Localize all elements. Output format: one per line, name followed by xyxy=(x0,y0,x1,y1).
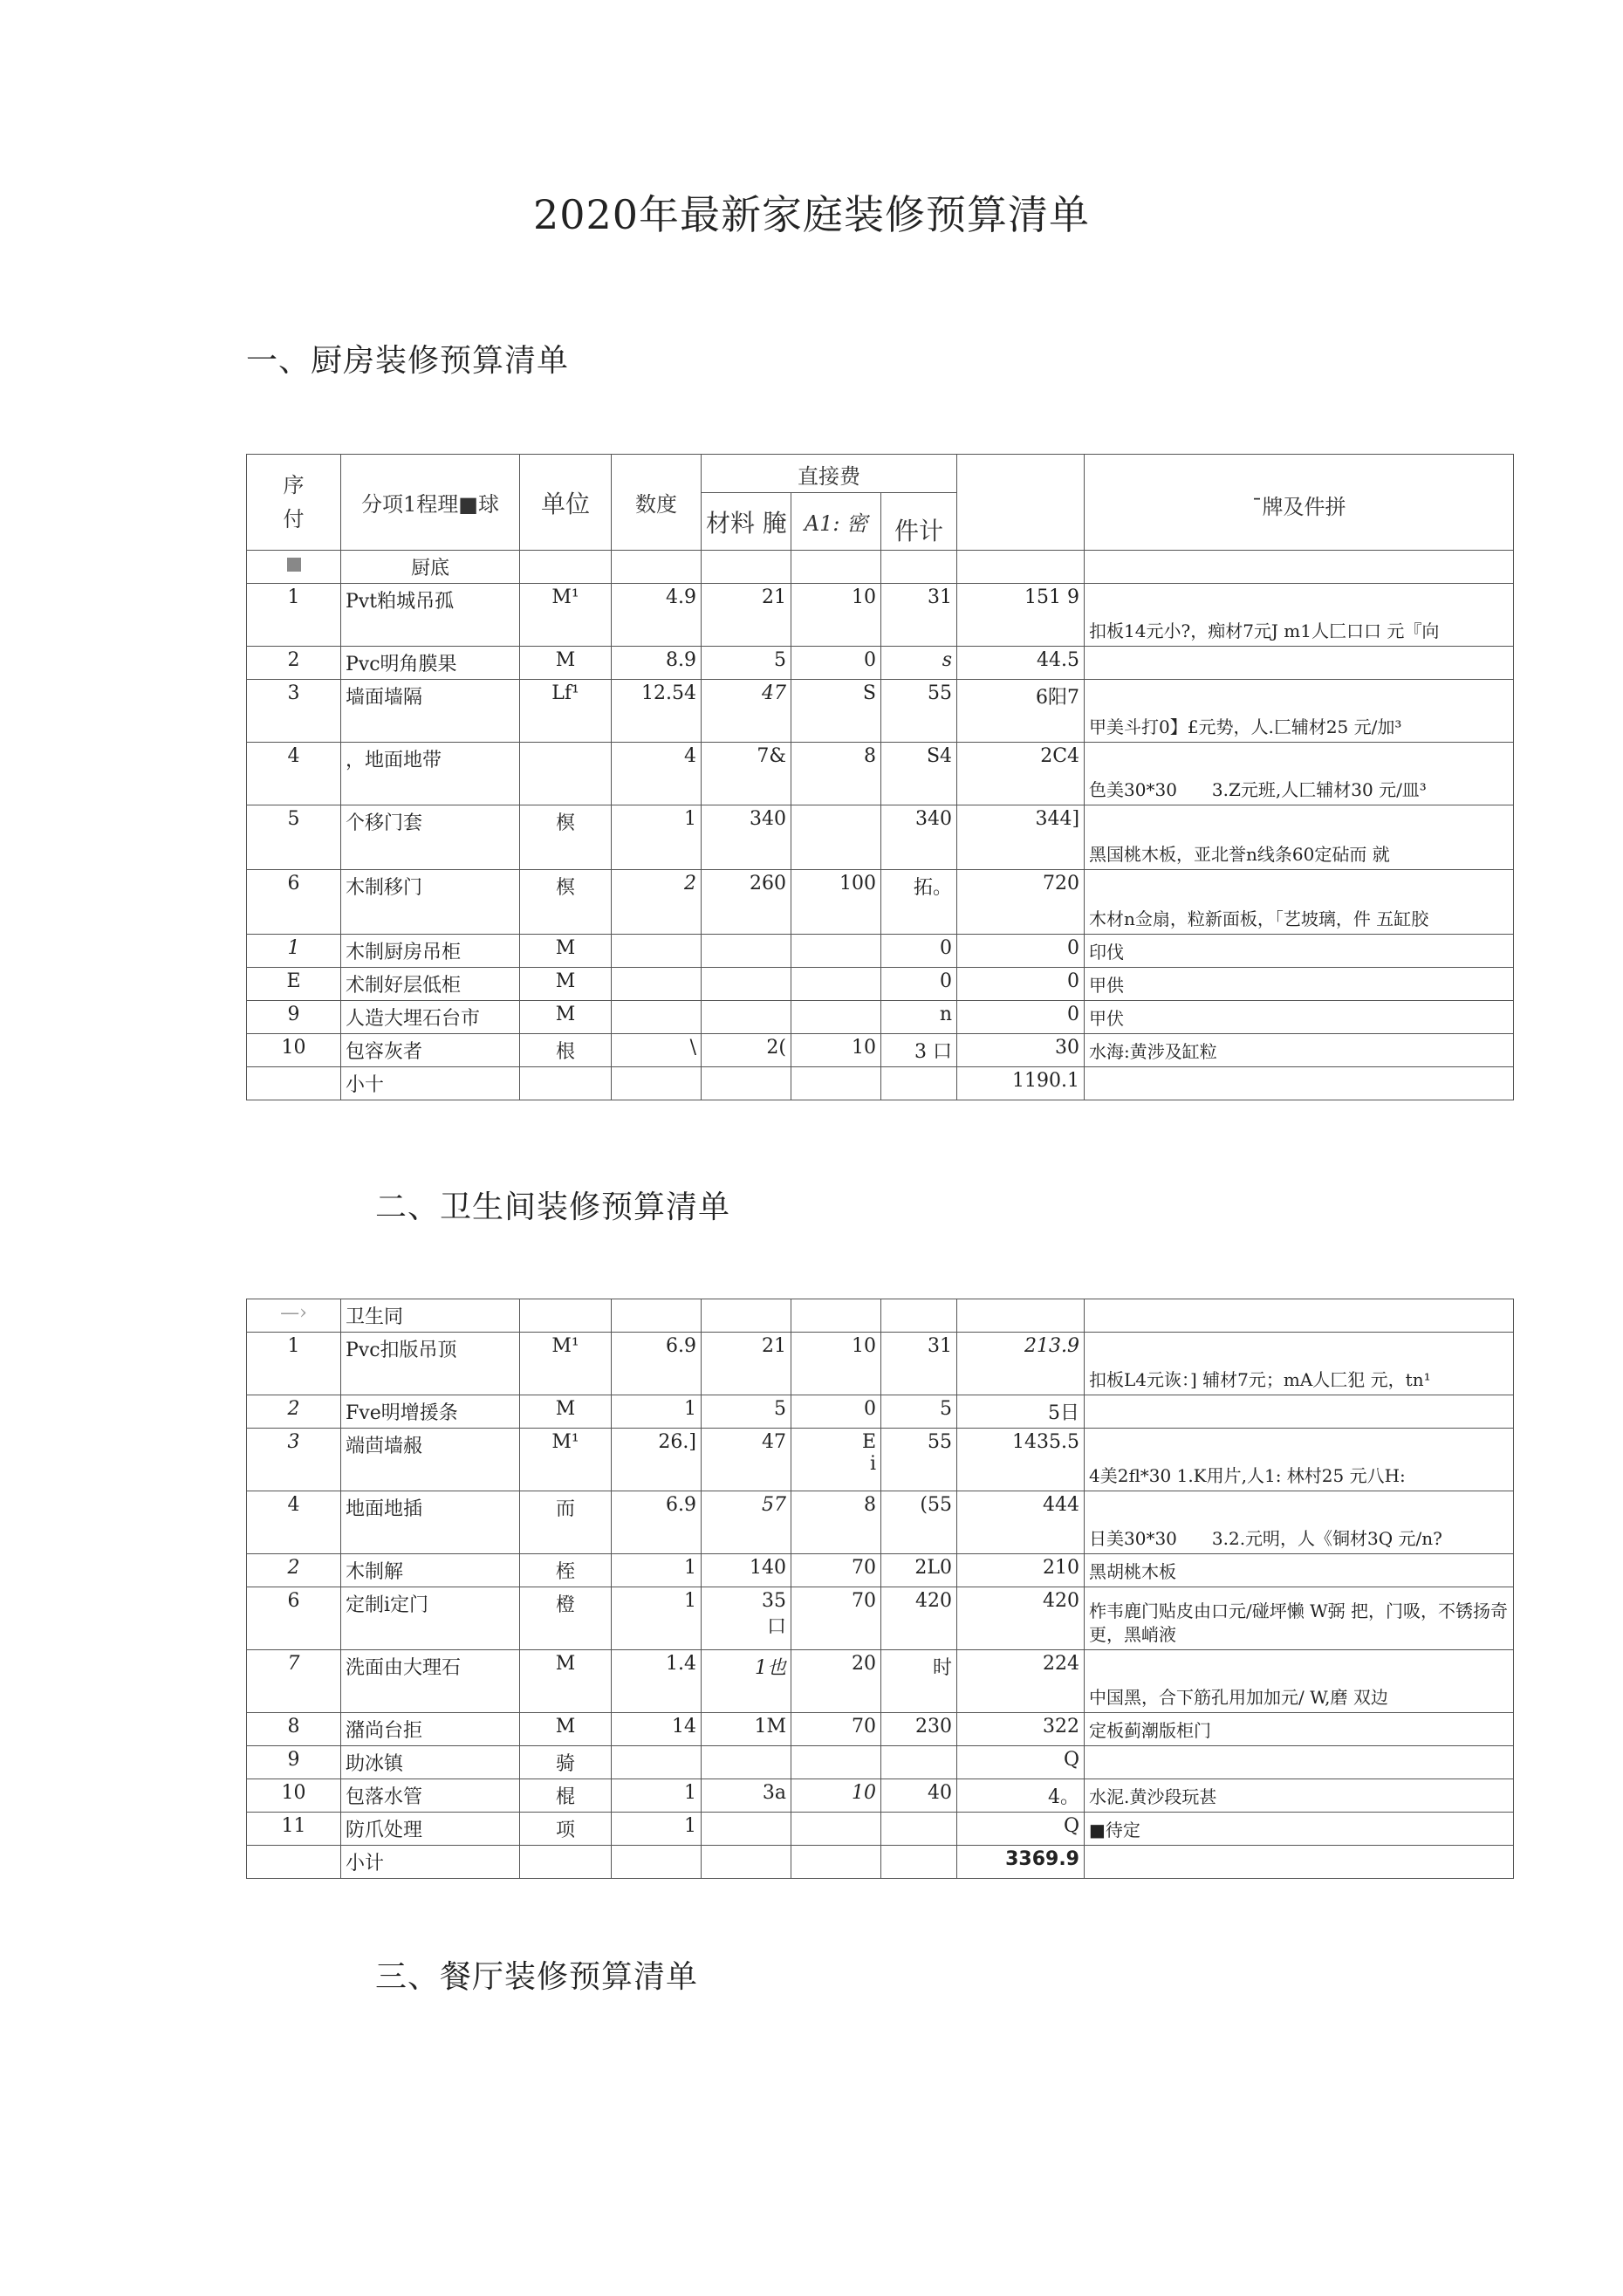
row-total: Q xyxy=(957,1746,1085,1779)
subtotal-row xyxy=(247,1846,1514,1879)
row-total: 2C4 xyxy=(957,743,1085,805)
group-label: 卫生同 xyxy=(341,1299,520,1333)
row-qty: 1 xyxy=(612,1813,702,1846)
row-subtotal: 31 xyxy=(881,1333,957,1395)
row-material: 260 xyxy=(702,870,791,935)
row-material: 5 xyxy=(702,647,791,680)
row-total: 151 9 xyxy=(957,584,1085,647)
row-qty: 1.4 xyxy=(612,1650,702,1713)
row-unit: 骑 xyxy=(520,1746,612,1779)
row-item: 木制移门 xyxy=(341,870,520,935)
row-seq: 4 xyxy=(247,1491,341,1554)
subtotal-row xyxy=(247,1067,1514,1100)
row-total: 44.5 xyxy=(957,647,1085,680)
row-remark: 木材n佥扇，粒新面板，「艺坡璃，件 五缸胶 xyxy=(1085,870,1514,935)
row-seq: 2 xyxy=(247,1554,341,1587)
table-row xyxy=(247,1779,1514,1813)
row-remark: ■待定 xyxy=(1085,1813,1514,1846)
group-marker xyxy=(247,551,341,584)
row-seq: 6 xyxy=(247,1587,341,1650)
row-unit: Lf¹ xyxy=(520,680,612,743)
row-qty: 1 xyxy=(612,1554,702,1587)
row-remark xyxy=(1085,1395,1514,1429)
row-qty: 6.9 xyxy=(612,1491,702,1554)
row-subtotal: 55 xyxy=(881,680,957,743)
row-seq: 9 xyxy=(247,1001,341,1034)
row-total: 210 xyxy=(957,1554,1085,1587)
row-labor: 8 xyxy=(791,743,881,805)
row-seq: 9 xyxy=(247,1746,341,1779)
subtotal-value: 3369.9 xyxy=(957,1846,1085,1879)
dining-section-heading: 三、餐厅装修预算清单 xyxy=(375,1959,699,1995)
row-remark xyxy=(1085,1746,1514,1779)
row-qty: 1 xyxy=(612,1395,702,1429)
row-item: 定制i定门 xyxy=(341,1587,520,1650)
row-subtotal: 55 xyxy=(881,1429,957,1491)
row-subtotal: 0 xyxy=(881,968,957,1001)
row-seq: 2 xyxy=(247,1395,341,1429)
row-seq: 1 xyxy=(247,1333,341,1395)
row-seq: 7 xyxy=(247,1650,341,1713)
table-row xyxy=(247,647,1514,680)
table-row xyxy=(247,1333,1514,1395)
row-remark: 甲伏 xyxy=(1085,1001,1514,1034)
row-subtotal: 340 xyxy=(881,805,957,870)
row-remark: 定板蓟潮版柜门 xyxy=(1085,1713,1514,1746)
row-seq: 1 xyxy=(247,935,341,968)
row-unit: 棍 xyxy=(520,1779,612,1813)
row-material: 47 xyxy=(702,1429,791,1491)
row-seq: 2 xyxy=(247,647,341,680)
row-remark: 扣板L4元诙：] 辅材7元；mA人匚犯 元，tn¹ xyxy=(1085,1333,1514,1395)
table-row xyxy=(247,968,1514,1001)
row-remark: 扣板14元小?，痴材7元J m1人匚口口 元『向 xyxy=(1085,584,1514,647)
row-seq: 6 xyxy=(247,870,341,935)
row-unit: M xyxy=(520,935,612,968)
row-subtotal: 230 xyxy=(881,1713,957,1746)
row-unit: M xyxy=(520,1650,612,1713)
row-seq: 1 xyxy=(247,584,341,647)
table-row xyxy=(247,1813,1514,1846)
row-total: 1435.5 xyxy=(957,1429,1085,1491)
row-item: 术制好层低柜 xyxy=(341,968,520,1001)
row-total: 344] xyxy=(957,805,1085,870)
table-row xyxy=(247,870,1514,935)
row-item: 包容灰者 xyxy=(341,1034,520,1067)
group-label: 厨底 xyxy=(341,551,520,584)
row-remark: 4美2fl*30 1.K用片,人1: 林村25 元八H: xyxy=(1085,1429,1514,1491)
row-remark: 甲美斗打0】£元势，人.匚辅材25 元/加³ xyxy=(1085,680,1514,743)
group-marker: —› xyxy=(247,1299,341,1333)
row-qty xyxy=(612,935,702,968)
kitchen-section-heading: 一、厨房装修预算清单 xyxy=(246,343,570,379)
bathroom-section-heading: 二、卫生间装修预算清单 xyxy=(375,1189,731,1225)
row-unit: M xyxy=(520,1395,612,1429)
row-labor xyxy=(791,805,881,870)
row-labor: S xyxy=(791,680,881,743)
row-subtotal: 420 xyxy=(881,1587,957,1650)
row-unit: M¹ xyxy=(520,584,612,647)
row-unit: 项 xyxy=(520,1813,612,1846)
row-subtotal: 31 xyxy=(881,584,957,647)
row-total: 6阳7 xyxy=(957,680,1085,743)
row-unit: M xyxy=(520,1713,612,1746)
row-seq: E xyxy=(247,968,341,1001)
row-material: 3a xyxy=(702,1779,791,1813)
row-qty: 1 xyxy=(612,1587,702,1650)
header-labor: A1: 密 xyxy=(791,493,881,551)
row-material xyxy=(702,935,791,968)
header-subtotal: 件计 xyxy=(881,493,957,551)
row-material: 1M xyxy=(702,1713,791,1746)
row-unit: M xyxy=(520,1001,612,1034)
row-item: 端茴墙赧 xyxy=(341,1429,520,1491)
row-material: 57 xyxy=(702,1491,791,1554)
row-item: Pvc明角膜果 xyxy=(341,647,520,680)
row-subtotal: 拓。 xyxy=(881,870,957,935)
row-item: 地面地插 xyxy=(341,1491,520,1554)
header-remark: ˉ牌及件拼 xyxy=(1085,455,1514,551)
row-total: 5日 xyxy=(957,1395,1085,1429)
row-subtotal: 40 xyxy=(881,1779,957,1813)
row-labor: 10 xyxy=(791,1779,881,1813)
row-material: 35 口 xyxy=(702,1587,791,1650)
kitchen-budget-table xyxy=(246,454,1514,1100)
row-total: 322 xyxy=(957,1713,1085,1746)
row-item: 潴尚台拒 xyxy=(341,1713,520,1746)
row-item: Pvt粕城吊孤 xyxy=(341,584,520,647)
row-total: 0 xyxy=(957,935,1085,968)
row-remark xyxy=(1085,647,1514,680)
row-qty: 12.54 xyxy=(612,680,702,743)
row-remark: 色美30*30 3.Z元班,人匚辅材30 元/皿³ xyxy=(1085,743,1514,805)
row-material: 21 xyxy=(702,1333,791,1395)
row-remark: 柞韦鹿门贴皮由口元/碰坪懒 W弼 把，门吸，不锈扬奇更，黑峭液 xyxy=(1085,1587,1514,1650)
row-item: 助冰镇 xyxy=(341,1746,520,1779)
row-seq: 10 xyxy=(247,1779,341,1813)
row-qty: 26.] xyxy=(612,1429,702,1491)
row-remark: 水海:黄涉及缸粒 xyxy=(1085,1034,1514,1067)
row-item: 个移门套 xyxy=(341,805,520,870)
subtotal-label: 小计 xyxy=(341,1846,520,1879)
row-labor xyxy=(791,1813,881,1846)
row-labor: 10 xyxy=(791,1333,881,1395)
row-material: 47 xyxy=(702,680,791,743)
row-seq: 3 xyxy=(247,680,341,743)
row-item: 木制解 xyxy=(341,1554,520,1587)
table-row xyxy=(247,1713,1514,1746)
row-material xyxy=(702,1813,791,1846)
row-labor: 10 xyxy=(791,584,881,647)
row-subtotal: S4 xyxy=(881,743,957,805)
row-qty xyxy=(612,968,702,1001)
row-material xyxy=(702,1001,791,1034)
row-qty: \ xyxy=(612,1034,702,1067)
row-seq: 3 xyxy=(247,1429,341,1491)
row-total: 0 xyxy=(957,968,1085,1001)
row-remark: 黑胡桃木板 xyxy=(1085,1554,1514,1587)
row-remark: 印伐 xyxy=(1085,935,1514,968)
row-item: 洗面由大理石 xyxy=(341,1650,520,1713)
row-unit: M xyxy=(520,968,612,1001)
row-unit: 榠 xyxy=(520,870,612,935)
row-qty: 2 xyxy=(612,870,702,935)
row-total: 720 xyxy=(957,870,1085,935)
row-labor: E i xyxy=(791,1429,881,1491)
row-qty: 6.9 xyxy=(612,1333,702,1395)
row-unit: 榠 xyxy=(520,805,612,870)
document-title: 2020年最新家庭装修预算清单 xyxy=(532,191,1091,238)
row-seq: 5 xyxy=(247,805,341,870)
table-row xyxy=(247,743,1514,805)
row-subtotal: n xyxy=(881,1001,957,1034)
row-remark: 甲供 xyxy=(1085,968,1514,1001)
row-labor xyxy=(791,1001,881,1034)
table-row xyxy=(247,1429,1514,1491)
row-qty: 1 xyxy=(612,1779,702,1813)
row-labor: 8 xyxy=(791,1491,881,1554)
row-labor xyxy=(791,968,881,1001)
header-qty: 数度 xyxy=(612,455,702,551)
row-seq: 8 xyxy=(247,1713,341,1746)
row-subtotal: 5 xyxy=(881,1395,957,1429)
table-row xyxy=(247,1001,1514,1034)
table-row xyxy=(247,805,1514,870)
row-subtotal xyxy=(881,1813,957,1846)
row-seq: 4 xyxy=(247,743,341,805)
header-unit: 单位 xyxy=(520,455,612,551)
row-subtotal: 0 xyxy=(881,935,957,968)
row-total: 4。 xyxy=(957,1779,1085,1813)
subtotal-label: 小十 xyxy=(341,1067,520,1100)
row-item: 防爪处理 xyxy=(341,1813,520,1846)
row-unit: 桎 xyxy=(520,1554,612,1587)
row-material xyxy=(702,968,791,1001)
row-labor: 20 xyxy=(791,1650,881,1713)
row-material: 2( xyxy=(702,1034,791,1067)
table-row xyxy=(247,1491,1514,1554)
subtotal-value: 1190.1 xyxy=(957,1067,1085,1100)
row-item: 人造大埋石台市 xyxy=(341,1001,520,1034)
row-subtotal: 时 xyxy=(881,1650,957,1713)
row-material: 21 xyxy=(702,584,791,647)
header-total xyxy=(957,455,1085,551)
row-item: ，地面地带 xyxy=(341,743,520,805)
row-labor: 0 xyxy=(791,1395,881,1429)
table-row xyxy=(247,1034,1514,1067)
row-unit: M xyxy=(520,647,612,680)
row-labor xyxy=(791,935,881,968)
row-qty: 1 xyxy=(612,805,702,870)
row-subtotal: 3 口 xyxy=(881,1034,957,1067)
row-total: 0 xyxy=(957,1001,1085,1034)
table-row xyxy=(247,1746,1514,1779)
row-seq: 10 xyxy=(247,1034,341,1067)
table-row xyxy=(247,1554,1514,1587)
row-labor xyxy=(791,1746,881,1779)
row-qty: 14 xyxy=(612,1713,702,1746)
row-unit: M¹ xyxy=(520,1333,612,1395)
row-qty xyxy=(612,1001,702,1034)
row-qty xyxy=(612,1746,702,1779)
header-seq: 序 付 xyxy=(247,455,341,551)
row-material: 140 xyxy=(702,1554,791,1587)
row-subtotal: s xyxy=(881,647,957,680)
row-total: 213.9 xyxy=(957,1333,1085,1395)
row-unit: 根 xyxy=(520,1034,612,1067)
table-row xyxy=(247,584,1514,647)
row-material: 340 xyxy=(702,805,791,870)
row-total: 444 xyxy=(957,1491,1085,1554)
row-qty: 8.9 xyxy=(612,647,702,680)
row-qty: 4.9 xyxy=(612,584,702,647)
table-row xyxy=(247,1650,1514,1713)
row-item: 包落水管 xyxy=(341,1779,520,1813)
table-row xyxy=(247,1587,1514,1650)
row-item: 墙面墙隔 xyxy=(341,680,520,743)
row-unit xyxy=(520,743,612,805)
row-subtotal: (55 xyxy=(881,1491,957,1554)
row-material: 5 xyxy=(702,1395,791,1429)
row-seq: 11 xyxy=(247,1813,341,1846)
header-material: 材料 腌 xyxy=(702,493,791,551)
row-subtotal: 2L0 xyxy=(881,1554,957,1587)
table-row xyxy=(247,1395,1514,1429)
table-row xyxy=(247,680,1514,743)
row-remark: 中国黑，合下筋孔用加加元/ W,磨 双边 xyxy=(1085,1650,1514,1713)
row-labor: 10 xyxy=(791,1034,881,1067)
header-item: 分项1程理■球 xyxy=(341,455,520,551)
row-item: Fve明增援条 xyxy=(341,1395,520,1429)
row-labor: 70 xyxy=(791,1587,881,1650)
table-row xyxy=(247,935,1514,968)
row-item: 木制厨房吊柜 xyxy=(341,935,520,968)
bathroom-budget-table xyxy=(246,1299,1514,1879)
row-qty: 4 xyxy=(612,743,702,805)
row-material: 1也 xyxy=(702,1650,791,1713)
square-icon xyxy=(287,558,301,572)
row-labor: 70 xyxy=(791,1554,881,1587)
header-direct-cost: 直接费 xyxy=(702,455,957,493)
row-unit: M¹ xyxy=(520,1429,612,1491)
row-subtotal xyxy=(881,1746,957,1779)
row-material xyxy=(702,1746,791,1779)
row-labor: 70 xyxy=(791,1713,881,1746)
row-remark: 黑国桃木板，亚北誉n线条60定砧而 就 xyxy=(1085,805,1514,870)
row-remark: 水泥.黄沙段玩甚 xyxy=(1085,1779,1514,1813)
row-total: 224 xyxy=(957,1650,1085,1713)
row-unit: 而 xyxy=(520,1491,612,1554)
row-item: Pvc扣版吊顶 xyxy=(341,1333,520,1395)
row-labor: 100 xyxy=(791,870,881,935)
row-total: 420 xyxy=(957,1587,1085,1650)
row-labor: 0 xyxy=(791,647,881,680)
row-material: 7& xyxy=(702,743,791,805)
row-unit: 橙 xyxy=(520,1587,612,1650)
row-total: 30 xyxy=(957,1034,1085,1067)
row-remark: 日美30*30 3.2.元明，人《铜材3Q 元/n? xyxy=(1085,1491,1514,1554)
row-total: Q xyxy=(957,1813,1085,1846)
